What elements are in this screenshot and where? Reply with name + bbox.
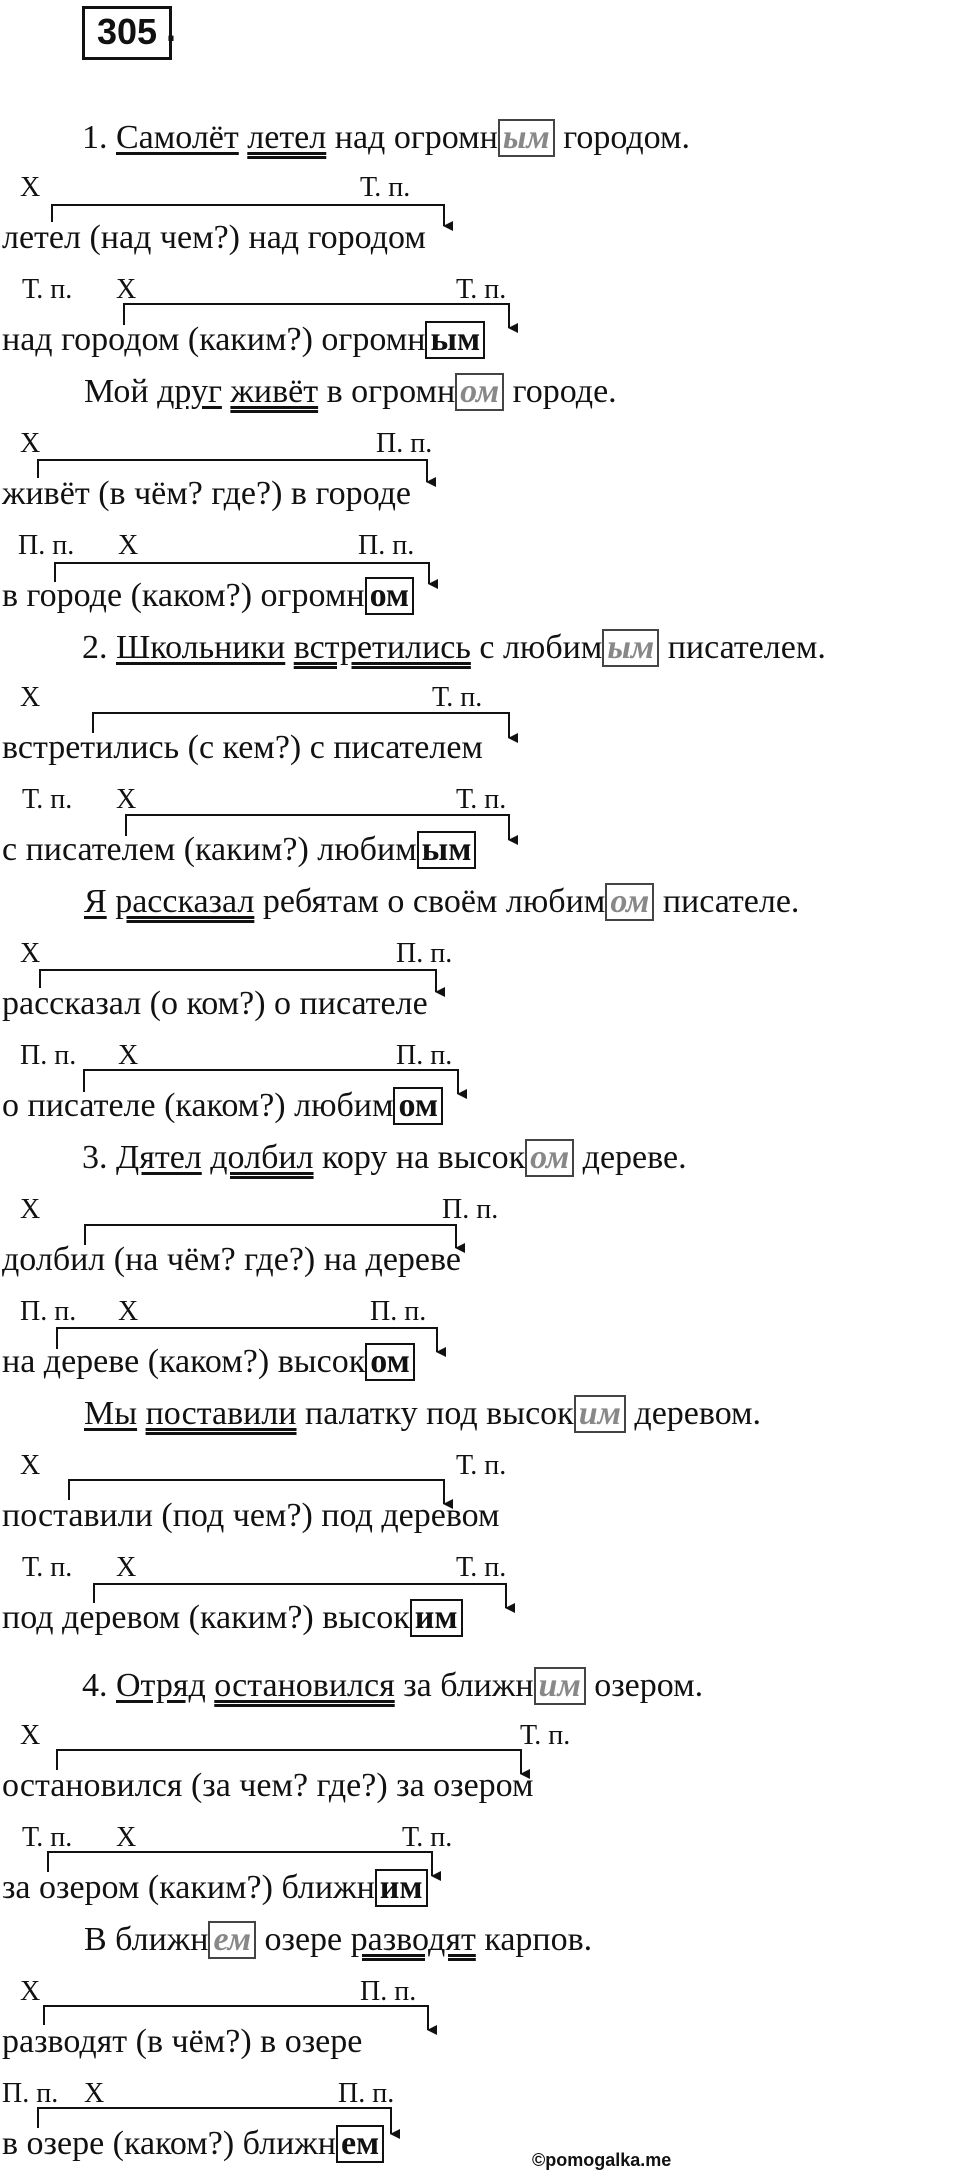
label-x: X	[20, 1720, 41, 1751]
subject: Я	[84, 883, 107, 920]
label-x: X	[20, 172, 41, 203]
word: кору на высок	[322, 1139, 526, 1176]
predicate: долбил	[210, 1139, 314, 1176]
phrase-text: под деревом (каким?) высок	[2, 1599, 410, 1636]
word: над огромн	[334, 119, 498, 156]
ending-box: ем	[336, 2125, 384, 2163]
phrase-text: о писателе (каком?) любим	[2, 1087, 394, 1124]
ending-box: ом	[605, 883, 654, 921]
phrase-3e	[2, 1598, 463, 1638]
phrase-2b	[2, 830, 476, 870]
label-case: Т. п.	[22, 784, 73, 815]
word: городом.	[563, 119, 691, 156]
word: писателем.	[667, 629, 826, 666]
ending-box: им	[375, 1869, 428, 1907]
exercise-number-dot: .	[166, 8, 177, 49]
label-case: Т. п.	[520, 1720, 571, 1751]
ending-box: ым	[417, 831, 477, 869]
word: В ближн	[84, 1921, 209, 1958]
ending-box: ом	[393, 1087, 443, 1125]
word: палатку под высок	[305, 1395, 574, 1432]
subject: Школьники	[116, 629, 286, 666]
phrase-text: в городе (каком?) огромн	[2, 577, 365, 614]
phrase-1e	[2, 576, 414, 616]
sentence-number: 3.	[82, 1139, 108, 1176]
label-case: П. п.	[396, 1040, 453, 1071]
phrase-1a: летел (над чем?) над городом	[2, 219, 426, 256]
subject: Мы	[84, 1395, 138, 1432]
label-case: Т. п.	[22, 1822, 73, 1853]
phrase-text: над городом (каким?) огромн	[2, 321, 426, 358]
label-x: X	[20, 682, 41, 713]
word: деревом.	[634, 1395, 762, 1432]
sentence-2c	[84, 882, 799, 922]
word: за ближн	[403, 1667, 534, 1704]
subject: друг	[157, 373, 222, 410]
label-case: П. п.	[442, 1194, 499, 1225]
label-case: Т. п.	[456, 1552, 507, 1583]
label-case: П. п.	[396, 938, 453, 969]
ending-box: им	[574, 1395, 626, 1433]
word: дереве.	[582, 1139, 687, 1176]
phrase-3d: поставили (под чем?) под деревом	[2, 1497, 500, 1534]
label-case: Т. п.	[432, 682, 483, 713]
label-case: Т. п.	[456, 784, 507, 815]
word: озером.	[594, 1667, 704, 1704]
label-case: П. п.	[20, 1296, 77, 1327]
phrase-text: за озером (каким?) ближн	[2, 1869, 375, 1906]
exercise-number: 305	[82, 6, 172, 60]
ending-box: ом	[365, 577, 415, 615]
copyright-watermark: ©pomogalka.me	[532, 2150, 672, 2170]
ending-box: ом	[455, 373, 504, 411]
subject: Отряд	[116, 1667, 206, 1704]
label-case: П. п.	[338, 2078, 395, 2109]
label-x: X	[116, 784, 137, 815]
sentence-4	[82, 1666, 703, 1706]
ending-box: им	[534, 1667, 586, 1705]
label-x: X	[116, 1552, 137, 1583]
sentence-3	[82, 1138, 687, 1178]
label-x: X	[20, 1450, 41, 1481]
predicate: летел	[247, 119, 327, 156]
predicate: рассказал	[115, 883, 255, 920]
label-case: Т. п.	[456, 274, 507, 305]
label-x: X	[84, 2078, 105, 2109]
ending-box: ом	[365, 1343, 415, 1381]
sentence-1	[82, 118, 690, 158]
label-x: X	[116, 274, 137, 305]
phrase-4e	[2, 2124, 384, 2164]
sentence-4c	[84, 1920, 592, 1960]
word: Мой	[84, 373, 149, 410]
phrase-text: в озере (каком?) ближн	[2, 2125, 336, 2162]
word: городе.	[512, 373, 617, 410]
ending-box: ем	[208, 1921, 256, 1959]
word: карпов.	[484, 1921, 593, 1958]
label-case: П. п.	[20, 1040, 77, 1071]
label-case: П. п.	[360, 1976, 417, 2007]
label-case: Т. п.	[22, 274, 73, 305]
phrase-4d: разводят (в чём?) в озере	[2, 2023, 363, 2060]
sentence-number: 1.	[82, 119, 108, 156]
phrase-2e	[2, 1086, 443, 1126]
ending-box: ым	[602, 629, 659, 667]
label-case: Т. п.	[402, 1822, 453, 1853]
ending-box: ым	[425, 321, 485, 359]
phrase-2a: встретились (с кем?) с писателем	[2, 729, 483, 766]
phrase-1d: живёт (в чём? где?) в городе	[2, 475, 411, 512]
phrase-1b	[2, 320, 485, 360]
label-x: X	[118, 1296, 139, 1327]
word: ребятам о своём любим	[262, 883, 606, 920]
phrase-4b	[2, 1868, 428, 1908]
label-case: П. п.	[358, 530, 415, 561]
label-x: X	[118, 530, 139, 561]
label-x: X	[20, 428, 41, 459]
phrase-3b	[2, 1342, 415, 1382]
label-x: X	[20, 938, 41, 969]
label-case: Т. п.	[22, 1552, 73, 1583]
label-case: П. п.	[376, 428, 433, 459]
word: озере	[264, 1921, 343, 1958]
predicate: встретились	[293, 629, 471, 666]
sentence-3c	[84, 1394, 761, 1434]
predicate: поставили	[145, 1395, 297, 1432]
sentence-number: 2.	[82, 629, 108, 666]
label-x: X	[118, 1040, 139, 1071]
label-case: П. п.	[18, 530, 75, 561]
phrase-text: на дереве (каком?) высок	[2, 1343, 366, 1380]
label-case: Т. п.	[456, 1450, 507, 1481]
sentence-number: 4.	[82, 1667, 108, 1704]
label-x: X	[20, 1976, 41, 2007]
ending-box: им	[410, 1599, 463, 1637]
phrase-text: с писателем (каким?) любим	[2, 831, 417, 868]
predicate: остановился	[214, 1667, 395, 1704]
subject: Самолёт	[116, 119, 239, 156]
word: с любим	[479, 629, 603, 666]
label-case: П. п.	[2, 2078, 59, 2109]
label-case: П. п.	[370, 1296, 427, 1327]
subject: Дятел	[116, 1139, 202, 1176]
label-case: Т. п.	[360, 172, 411, 203]
label-x: X	[116, 1822, 137, 1853]
label-x: X	[20, 1194, 41, 1225]
predicate: живёт	[230, 373, 319, 410]
phrase-4a: остановился (за чем? где?) за озером	[2, 1767, 534, 1804]
sentence-1c	[84, 372, 617, 412]
ending-box: ом	[525, 1139, 574, 1177]
word: в огромн	[326, 373, 456, 410]
sentence-2	[82, 628, 826, 668]
predicate: разводят	[350, 1921, 476, 1958]
word: писателе.	[662, 883, 800, 920]
phrase-3a: долбил (на чём? где?) на дереве	[2, 1241, 461, 1278]
phrase-2d: рассказал (о ком?) о писателе	[2, 985, 428, 1022]
ending-box: ым	[498, 119, 555, 157]
